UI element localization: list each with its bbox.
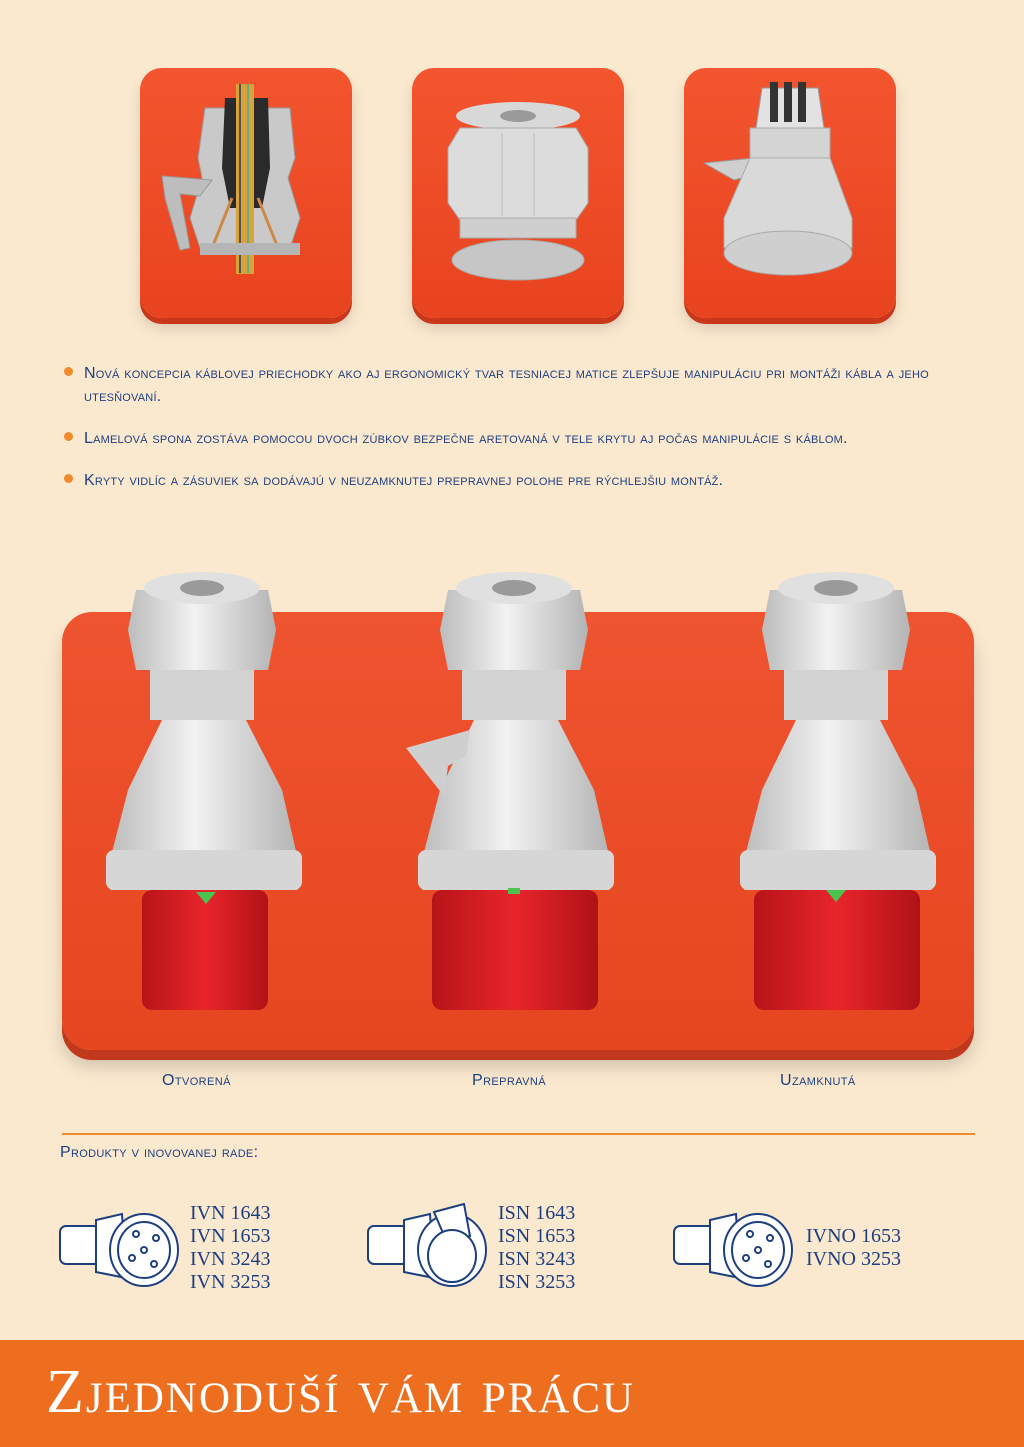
plug-locked-state bbox=[740, 572, 936, 1010]
section-divider bbox=[62, 1133, 975, 1135]
cable-gland-image-tile bbox=[412, 68, 624, 318]
bullet-dot-icon bbox=[64, 367, 73, 376]
model-name: IVNO 3253 bbox=[806, 1248, 901, 1270]
ivno-plug-drawing-icon bbox=[670, 1200, 796, 1292]
model-name: IVN 3253 bbox=[190, 1271, 271, 1293]
cutaway-image-tile bbox=[140, 68, 352, 318]
model-name: IVN 3243 bbox=[190, 1248, 271, 1270]
lamella-clamp-illustration bbox=[684, 68, 896, 318]
feature-text: Kryty vidlíc a zásuviek sa dodávajú v neuzamknutej prepravnej polohe pre rýchlejšiu montáž. bbox=[84, 472, 724, 489]
bullet-dot-icon bbox=[64, 474, 73, 483]
model-name: IVNO 1653 bbox=[806, 1225, 901, 1247]
feature-text: Nová koncepcia káblovej priechodky ako aj ergonomický tvar tesniacej matice zlepšuje manipuláciu pri montáži kábla a jeho utesňovaní. bbox=[84, 365, 929, 405]
isn-socket-drawing-icon bbox=[364, 1200, 490, 1292]
products-heading: Produkty v inovovanej rade: bbox=[60, 1144, 259, 1161]
model-name: ISN 3253 bbox=[498, 1271, 576, 1293]
ivn-model-list bbox=[190, 1202, 271, 1294]
model-name: ISN 1643 bbox=[498, 1202, 576, 1224]
feature-bullet bbox=[64, 362, 974, 408]
ivn-plug-drawing-icon bbox=[56, 1200, 182, 1292]
model-name: IVN 1643 bbox=[190, 1202, 271, 1224]
feature-bullet bbox=[64, 469, 974, 492]
model-name: ISN 3243 bbox=[498, 1248, 576, 1270]
state-label-transport: Prepravná bbox=[472, 1072, 546, 1089]
state-label-open: Otvorená bbox=[162, 1072, 231, 1089]
ivno-model-list bbox=[806, 1225, 901, 1271]
feature-bullet-list bbox=[64, 362, 974, 511]
plug-transport-state bbox=[406, 572, 614, 1010]
feature-text: Lamelová spona zostáva pomocou dvoch zúbkov bezpečne aretovaná v tele krytu aj počas manipulácie s káblom. bbox=[84, 430, 848, 447]
feature-bullet bbox=[64, 427, 974, 450]
cable-gland-cutaway-illustration bbox=[140, 68, 352, 318]
model-name: ISN 1653 bbox=[498, 1225, 576, 1247]
sealing-nut-illustration bbox=[412, 68, 624, 318]
footer-title: Zjednoduší vám prácu bbox=[46, 1358, 636, 1426]
plug-states-illustration bbox=[62, 560, 974, 1040]
model-name: IVN 1653 bbox=[190, 1225, 271, 1247]
bullet-dot-icon bbox=[64, 432, 73, 441]
isn-model-list bbox=[498, 1202, 575, 1294]
state-label-locked: Uzamknutá bbox=[780, 1072, 856, 1089]
clamp-image-tile bbox=[684, 68, 896, 318]
plug-open-state bbox=[106, 572, 302, 1010]
